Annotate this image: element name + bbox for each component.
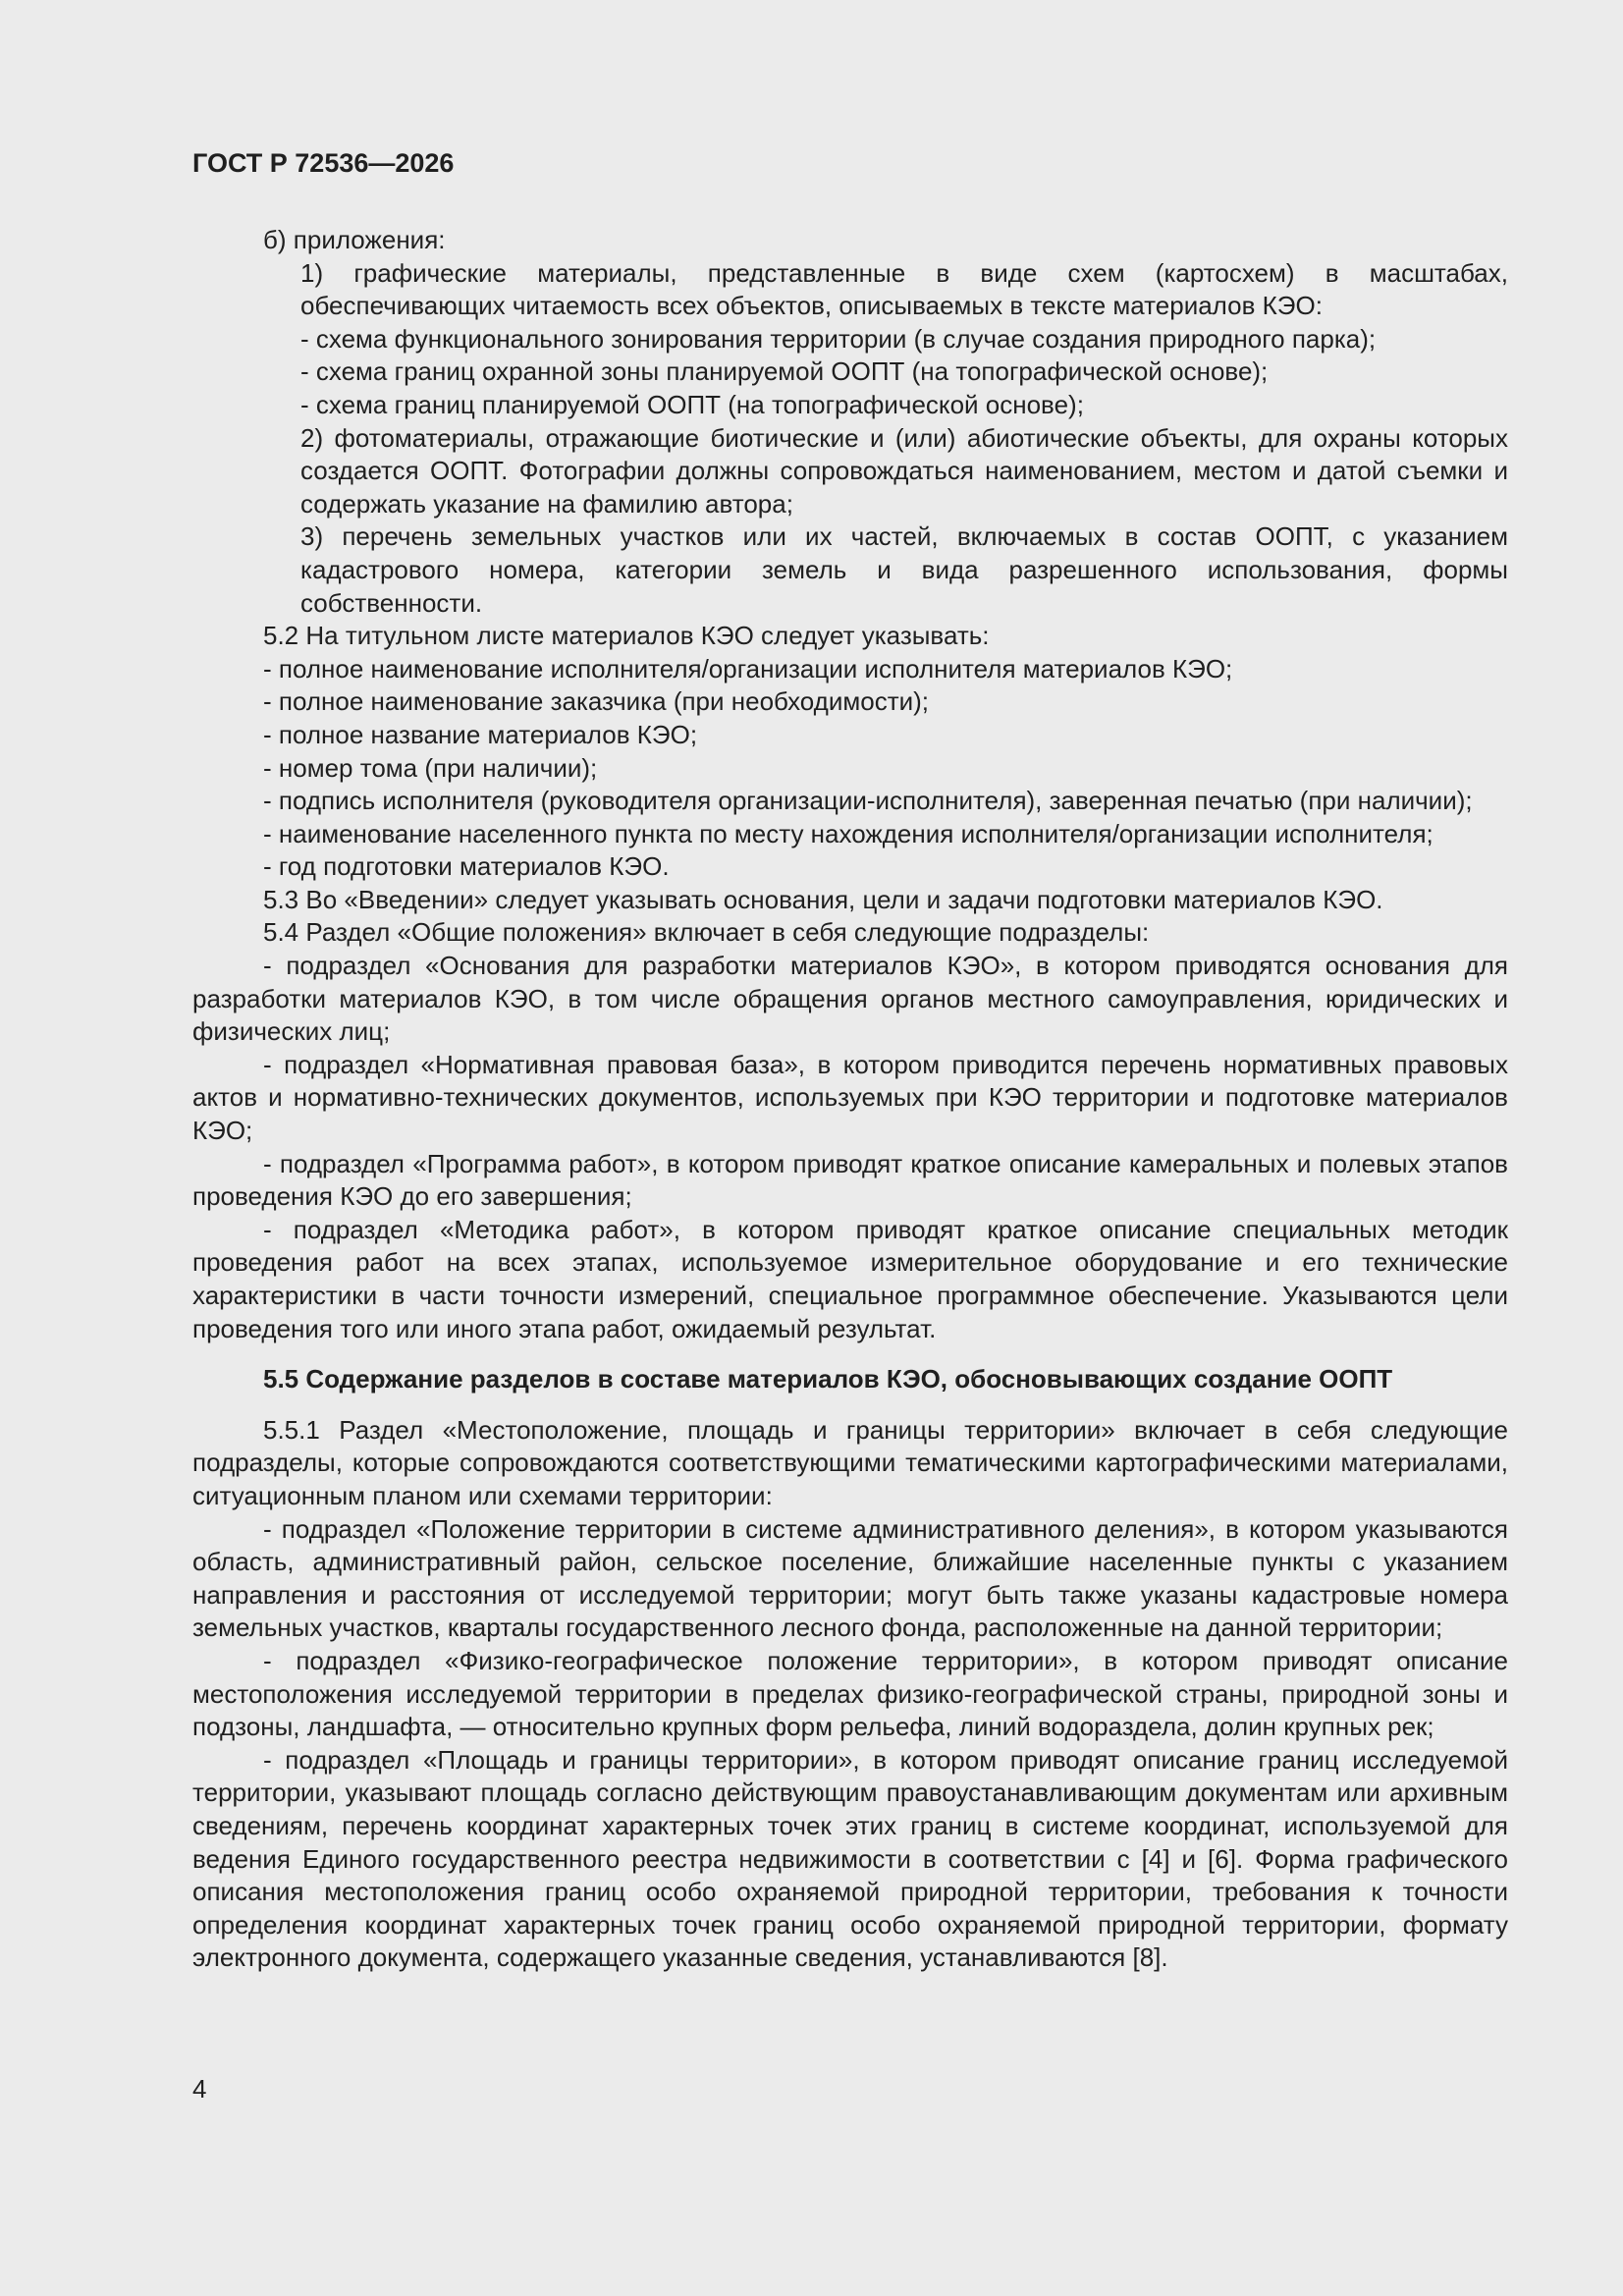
block-b-item-2: 2) фотоматериалы, отражающие биотические и (или) абиотические объекты, для охраны которых создается ООПТ. Фотографии должны сопровождаться наименованием, местом и датой съемки и содержать указание на фамилию автора; [300,422,1508,519]
section-5-5-1-item: - подраздел «Физико-географическое положение территории», в котором приводят описание местоположения исследуемой территории в пределах физико-географической страны, природной зоны и подзоны, ландшафта, — относительно крупных форм рельефа, линий водораздела, долин крупных рек; [192,1645,1508,1742]
page-number: 4 [192,2074,207,2104]
section-5-5-1: 5.5.1 Раздел «Местоположение, площадь и границы территории» включает в себя следующие подразделы, которые сопровождаются соответствующими тематическими картографическими материалами, ситуационным планом или схемами территории: [192,1414,1508,1510]
section-5-5-1-item: - подраздел «Положение территории в системе административного деления», в котором указываются область, административный район, сельское поселение, ближайшие населенные пункты с указанием направления и расстояния от исследуемой территории; могут быть также указаны кадастровые номера земельных участков, кварталы государственного лесного фонда, расположенные на данной территории; [192,1513,1508,1643]
block-b-item-1-dash: - схема функционального зонирования территории (в случае создания природного парка); [300,323,1377,354]
section-5-2-item: - полное наименование исполнителя/организации исполнителя материалов КЭО; [263,653,1233,683]
document-body [192,224,1508,1975]
block-b-item-1-dash: - схема границ планируемой ООПТ (на топографической основе); [300,389,1084,419]
section-5-4-item: - подраздел «Методика работ», в котором приводят краткое описание специальных методик проведения работ на всех этапах, используемое измерительное оборудование и его технические характеристики в части точности измерений, специальное программное обеспечение. Указываются цели проведения того или иного этапа работ, ожидаемый результат. [192,1214,1508,1343]
document-header: ГОСТ Р 72536—2026 [192,148,455,178]
section-5-4-item: - подраздел «Программа работ», в котором приводят краткое описание камеральных и полевых этапов проведения КЭО до его завершения; [192,1148,1508,1212]
block-b-title: б) приложения: [263,225,446,254]
section-5-2-item: - полное название материалов КЭО; [263,719,698,749]
section-5-2-intro: 5.2 На титульном листе материалов КЭО следует указывать: [263,621,990,651]
block-b-item-3: 3) перечень земельных участков или их частей, включаемых в состав ООПТ, с указанием кадастрового номера, категории земель и вида разрешенного использования, формы собственности. [300,521,1508,618]
section-5-4-item: - подраздел «Нормативная правовая база», в котором приводится перечень нормативных правовых актов и нормативно-технических документов, используемых при КЭО территории и подготовке материалов КЭО; [192,1049,1508,1146]
section-5-5-1-item: - подраздел «Площадь и границы территории», в котором приводят описание границ исследуемой территории, указывают площадь согласно действующим правоустанавливающим документам или архивным сведениям, перечень координат характерных точек этих границ в системе координат, используемой для ведения Единого государственного реестра недвижимости в соответствии с [4] и [6]. Форма графического описания местоположения границ особо охраняемой природной территории, требования к точности определения координат характерных точек границ особо охраняемой природной территории, формату электронного документа, содержащего указанные сведения, устанавливаются [8]. [192,1744,1508,1973]
section-5-3: 5.3 Во «Введении» следует указывать основания, цели и задачи подготовки материалов КЭО. [263,884,1383,914]
section-5-2-item: - наименование населенного пункта по месту нахождения исполнителя/организации исполнителя; [263,818,1434,848]
section-5-4-item: - подраздел «Основания для разработки материалов КЭО», в котором приводятся основания для разработки материалов КЭО, в том числе обращения органов местного самоуправления, юридических и физических лиц; [192,951,1508,1047]
block-b-item-1-dash: - схема границ охранной зоны планируемой ООПТ (на топографической основе); [300,356,1269,387]
section-5-2-item: - год подготовки материалов КЭО. [263,851,670,882]
section-5-2-item: - подпись исполнителя (руководителя организации-исполнителя), заверенная печатью (при наличии); [263,786,1473,816]
section-5-4-intro: 5.4 Раздел «Общие положения» включает в себя следующие подразделы: [263,917,1150,948]
block-b-item-1: 1) графические материалы, представленные в виде схем (картосхем) в масштабах, обеспечивающих читаемость всех объектов, описываемых в тексте материалов КЭО: [300,257,1508,321]
section-5-2-item: - номер тома (при наличии); [263,752,598,783]
section-5-5-heading: 5.5 Содержание разделов в составе материалов КЭО, обосновывающих создание ООПТ [263,1364,1393,1394]
section-5-2-item: - полное наименование заказчика (при необходимости); [263,686,930,717]
